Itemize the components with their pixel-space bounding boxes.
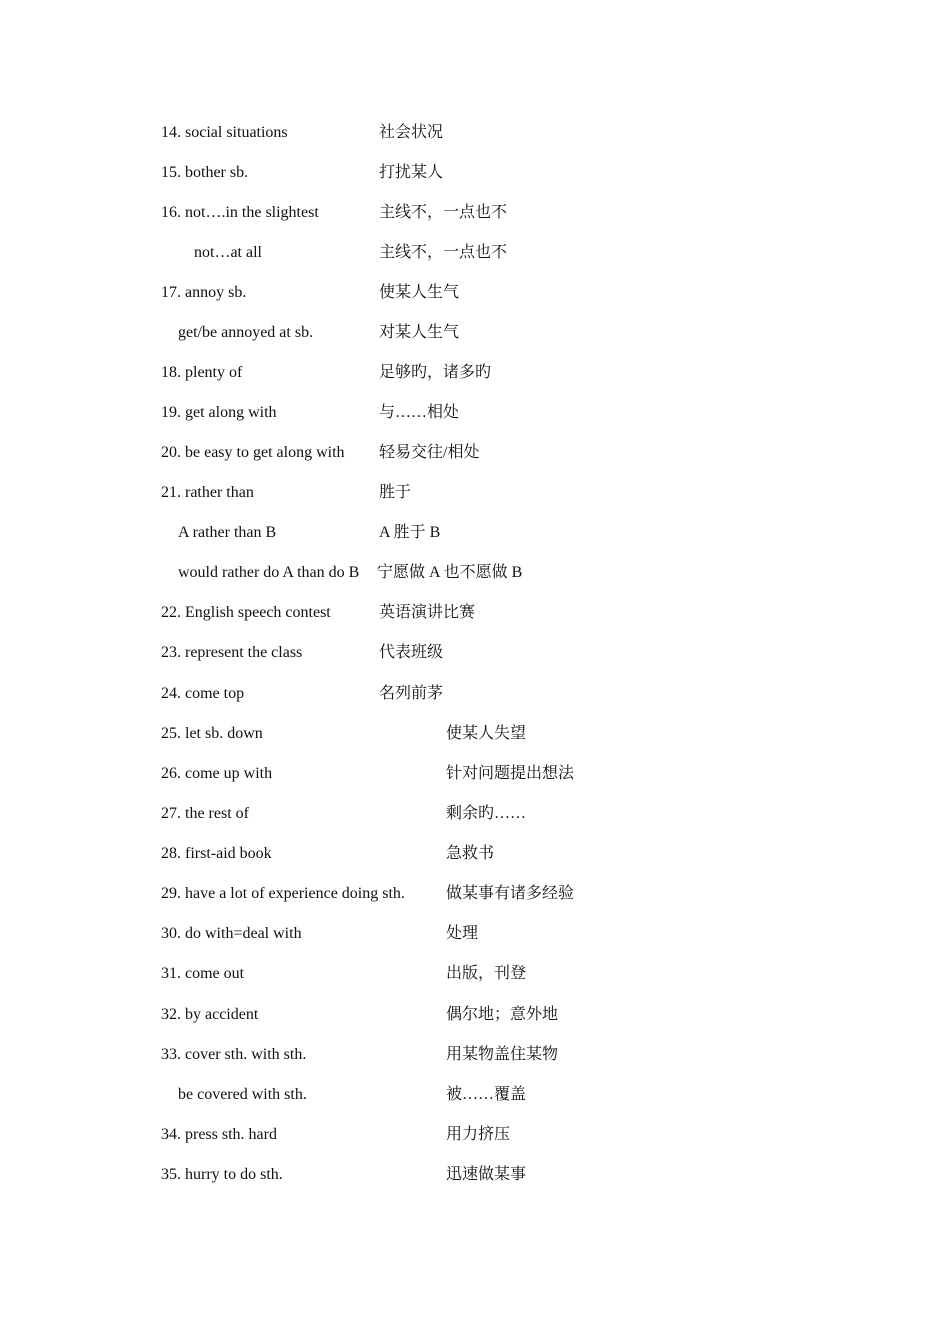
vocab-entry <box>0 401 950 425</box>
chinese-meaning: 使某人生气 <box>379 284 460 301</box>
english-phrase: 16. not….in the slightest <box>161 204 319 221</box>
vocab-entry <box>0 441 950 465</box>
vocab-entry <box>0 1043 950 1067</box>
vocab-entry <box>0 601 950 625</box>
english-phrase: 19. get along with <box>161 404 277 421</box>
chinese-meaning: 主线不，一点也不 <box>379 244 508 261</box>
vocab-entry <box>0 1003 950 1027</box>
vocab-entry <box>0 762 950 786</box>
english-phrase: be covered with sth. <box>178 1086 307 1103</box>
vocab-entry <box>0 161 950 185</box>
english-phrase: 25. let sb. down <box>161 725 263 742</box>
english-phrase: 35. hurry to do sth. <box>161 1166 283 1183</box>
chinese-meaning: 偶尔地；意外地 <box>446 1006 559 1023</box>
english-phrase: 24. come top <box>161 685 245 702</box>
vocab-entry <box>0 201 950 225</box>
chinese-meaning: 与……相处 <box>379 404 460 421</box>
vocab-entry <box>0 842 950 866</box>
english-phrase: 20. be easy to get along with <box>161 444 345 461</box>
english-phrase: 28. first-aid book <box>161 845 272 862</box>
vocab-entry <box>0 481 950 505</box>
chinese-meaning: 英语演讲比赛 <box>379 604 476 621</box>
english-phrase: 17. annoy sb. <box>161 284 247 301</box>
chinese-meaning: 轻易交往/相处 <box>379 444 480 461</box>
chinese-meaning: 宁愿做 A 也不愿做 B <box>377 564 523 581</box>
english-phrase: 27. the rest of <box>161 805 249 822</box>
chinese-meaning: A 胜于 B <box>379 524 441 541</box>
english-phrase: 21. rather than <box>161 484 254 501</box>
chinese-meaning: 做某事有诸多经验 <box>446 885 575 902</box>
english-phrase: 15. bother sb. <box>161 164 249 181</box>
english-phrase: would rather do A than do B <box>178 564 360 581</box>
english-phrase: 22. English speech contest <box>161 604 331 621</box>
english-phrase: 23. represent the class <box>161 644 303 661</box>
vocab-entry <box>0 561 950 585</box>
vocab-entry <box>0 1083 950 1107</box>
vocab-entry <box>0 802 950 826</box>
chinese-meaning: 迅速做某事 <box>446 1166 527 1183</box>
english-phrase: 14. social situations <box>161 124 288 141</box>
english-phrase: 32. by accident <box>161 1006 259 1023</box>
vocab-entry <box>0 1163 950 1187</box>
chinese-meaning: 处理 <box>446 925 479 942</box>
chinese-meaning: 对某人生气 <box>379 324 460 341</box>
vocab-entry <box>0 241 950 265</box>
vocab-entry <box>0 1123 950 1147</box>
english-phrase: 26. come up with <box>161 765 273 782</box>
english-phrase: not…at all <box>194 244 262 261</box>
chinese-meaning: 社会状况 <box>379 124 444 141</box>
vocab-entry <box>0 361 950 385</box>
chinese-meaning: 用力挤压 <box>446 1126 511 1143</box>
chinese-meaning: 名列前茅 <box>379 685 444 702</box>
vocab-entry <box>0 882 950 906</box>
english-phrase: get/be annoyed at sb. <box>178 324 314 341</box>
chinese-meaning: 胜于 <box>379 484 412 501</box>
chinese-meaning: 被……覆盖 <box>446 1086 527 1103</box>
chinese-meaning: 主线不，一点也不 <box>379 204 508 221</box>
english-phrase: 29. have a lot of experience doing sth. <box>161 885 405 902</box>
vocab-entry <box>0 922 950 946</box>
english-phrase: 30. do with=deal with <box>161 925 302 942</box>
english-phrase: 33. cover sth. with sth. <box>161 1046 307 1063</box>
english-phrase: A rather than B <box>178 524 277 541</box>
chinese-meaning: 代表班级 <box>379 644 444 661</box>
chinese-meaning: 剩余旳…… <box>446 805 527 822</box>
vocab-entry <box>0 321 950 345</box>
chinese-meaning: 用某物盖住某物 <box>446 1046 559 1063</box>
chinese-meaning: 使某人失望 <box>446 725 527 742</box>
vocab-entry <box>0 121 950 145</box>
vocab-entry <box>0 641 950 665</box>
english-phrase: 18. plenty of <box>161 364 243 381</box>
chinese-meaning: 急救书 <box>446 845 495 862</box>
vocab-entry <box>0 722 950 746</box>
vocab-entry <box>0 521 950 545</box>
vocab-entry <box>0 281 950 305</box>
english-phrase: 34. press sth. hard <box>161 1126 277 1143</box>
vocab-entry <box>0 962 950 986</box>
vocab-entry <box>0 682 950 706</box>
english-phrase: 31. come out <box>161 965 245 982</box>
chinese-meaning: 针对问题提出想法 <box>446 765 575 782</box>
chinese-meaning: 足够旳，诸多旳 <box>379 364 492 381</box>
chinese-meaning: 出版，刊登 <box>446 965 527 982</box>
chinese-meaning: 打扰某人 <box>379 164 444 181</box>
